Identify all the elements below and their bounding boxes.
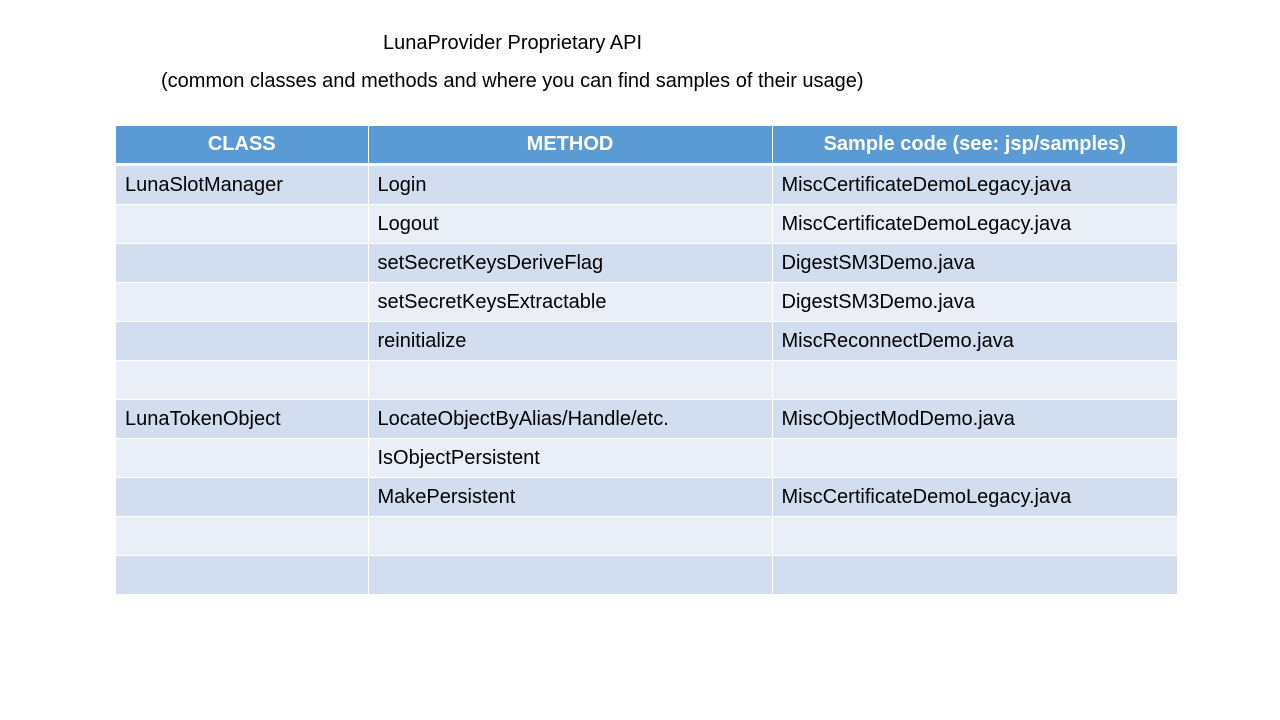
cell-sample (772, 556, 1177, 595)
cell-class (116, 439, 368, 478)
slide-title: LunaProvider Proprietary API (383, 32, 643, 54)
cell-sample (772, 361, 1177, 400)
cell-method: MakePersistent (368, 478, 772, 517)
table-row (116, 322, 1177, 361)
cell-sample: MiscCertificateDemoLegacy.java (772, 205, 1177, 244)
cell-sample: MiscCertificateDemoLegacy.java (772, 165, 1177, 205)
api-table (116, 126, 1177, 595)
cell-class (116, 556, 368, 595)
cell-sample: DigestSM3Demo.java (772, 283, 1177, 322)
table-row (116, 478, 1177, 517)
cell-method: Logout (368, 205, 772, 244)
table-row (116, 361, 1177, 400)
cell-class (116, 283, 368, 322)
header-class: CLASS (116, 126, 368, 165)
cell-method: Login (368, 165, 772, 205)
cell-method: setSecretKeysDeriveFlag (368, 244, 772, 283)
cell-sample: DigestSM3Demo.java (772, 244, 1177, 283)
cell-sample: MiscCertificateDemoLegacy.java (772, 478, 1177, 517)
cell-method: LocateObjectByAlias/Handle/etc. (368, 400, 772, 439)
table-row (116, 400, 1177, 439)
cell-method (368, 517, 772, 556)
cell-class (116, 205, 368, 244)
header-method: METHOD (368, 126, 772, 165)
cell-class (116, 517, 368, 556)
cell-sample (772, 517, 1177, 556)
header-sample-code: Sample code (see: jsp/samples) (772, 126, 1177, 165)
table-row (116, 205, 1177, 244)
cell-method: reinitialize (368, 322, 772, 361)
table-row (116, 439, 1177, 478)
cell-class (116, 322, 368, 361)
cell-method: setSecretKeysExtractable (368, 283, 772, 322)
cell-sample: MiscObjectModDemo.java (772, 400, 1177, 439)
cell-class (116, 244, 368, 283)
cell-class: LunaSlotManager (116, 165, 368, 205)
cell-class (116, 361, 368, 400)
cell-method: IsObjectPersistent (368, 439, 772, 478)
table-row (116, 283, 1177, 322)
table-row (116, 517, 1177, 556)
table-row (116, 556, 1177, 595)
cell-class (116, 478, 368, 517)
table-row (116, 244, 1177, 283)
table-row (116, 165, 1177, 205)
cell-class: LunaTokenObject (116, 400, 368, 439)
cell-sample: MiscReconnectDemo.java (772, 322, 1177, 361)
cell-method (368, 361, 772, 400)
slide-subtitle: (common classes and methods and where you can find samples of their usage) (161, 70, 864, 92)
table-header-row (116, 126, 1177, 165)
cell-method (368, 556, 772, 595)
cell-sample (772, 439, 1177, 478)
